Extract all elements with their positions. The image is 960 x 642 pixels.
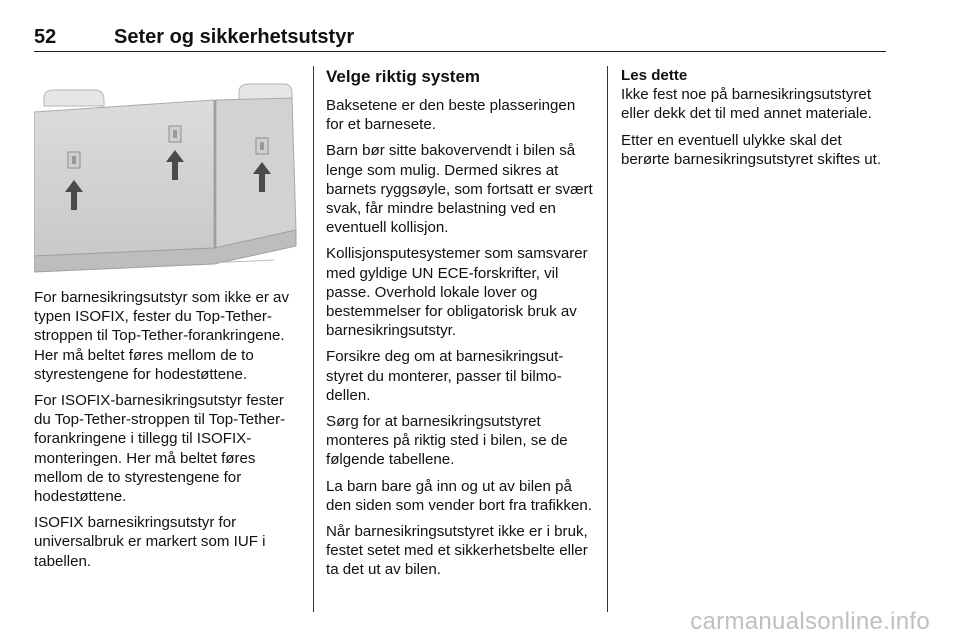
column-divider-2	[607, 66, 608, 612]
paragraph: Sørg for at barnesikringsutstyret monteres på riktig sted i bilen, se de følgende tabellene.	[326, 413, 568, 469]
text-column-3	[621, 66, 891, 176]
headrest-right	[239, 84, 292, 100]
text-column-1	[34, 288, 300, 578]
paragraph: Barn bør sitte bakovervendt i bilen så lenge som mulig. Dermed sikres at barnets ryggsøyle, som fortsatt er svært svak, får mindre belastning ved en eventuell kollisjon.	[326, 142, 593, 237]
seat-back-left	[34, 100, 214, 256]
page-title: Seter og sikkerhetsutstyr	[114, 26, 355, 48]
headrest-left	[44, 90, 104, 106]
page-number: 52	[34, 26, 57, 48]
paragraph: Forsikre deg om at barnesikringsutstyret du monterer, passer til bilmodellen.	[326, 348, 564, 404]
paragraph: For barnesikringsutstyr som ikke er av typen ISOFIX, fester du Top-Tether-stroppen til Top-Tether-forankringene. Her må beltet føres mellom de to styrestengene for hodestøttene.	[34, 289, 289, 383]
header-rule	[34, 51, 886, 52]
page-header	[34, 26, 886, 52]
paragraph: Når barnesikringsutstyret ikke er i bruk, festet setet med et sikkerhetsbelte eller ta det ut av bilen.	[326, 523, 588, 579]
section-heading: Velge riktig system	[326, 67, 481, 86]
note-text: Ikke fest noe på barnesikringsutstyret eller dekk det til med annet materiale.	[621, 86, 872, 123]
paragraph: ISOFIX barnesikringsutstyr for universalbruk er markert som IUF i tabellen.	[34, 514, 266, 570]
paragraph: For ISOFIX-barnesikringsutstyr fester du Top-Tether-stroppen til Top-Tether-forankringene i tillegg til ISOFIX-monteringen. Her må beltet føres mellom de to styrestengene for hodestøttene.	[34, 392, 286, 506]
watermark: carmanualsonline.info	[690, 608, 930, 635]
paragraph: Kollisjonsputesystemer som samsvarer med gyldige UN ECE-forskrifter, vil passe. Overhold lokale lover og bestemmelser for obligatorisk bruk av barnesikringsutstyr.	[326, 245, 588, 340]
paragraph: Baksetene er den beste plasseringen for et barnesete.	[326, 97, 576, 134]
paragraph: Etter en eventuell ulykke skal det berørte barnesikringsutstyret skiftes ut.	[621, 131, 882, 168]
paragraph: La barn bare gå inn og ut av bilen på den siden som vender bort fra trafikken.	[326, 477, 592, 514]
column-divider-1	[313, 66, 314, 612]
note-heading: Les dette	[621, 67, 688, 84]
seat-tether-illustration	[34, 70, 298, 276]
text-column-2	[326, 66, 594, 587]
